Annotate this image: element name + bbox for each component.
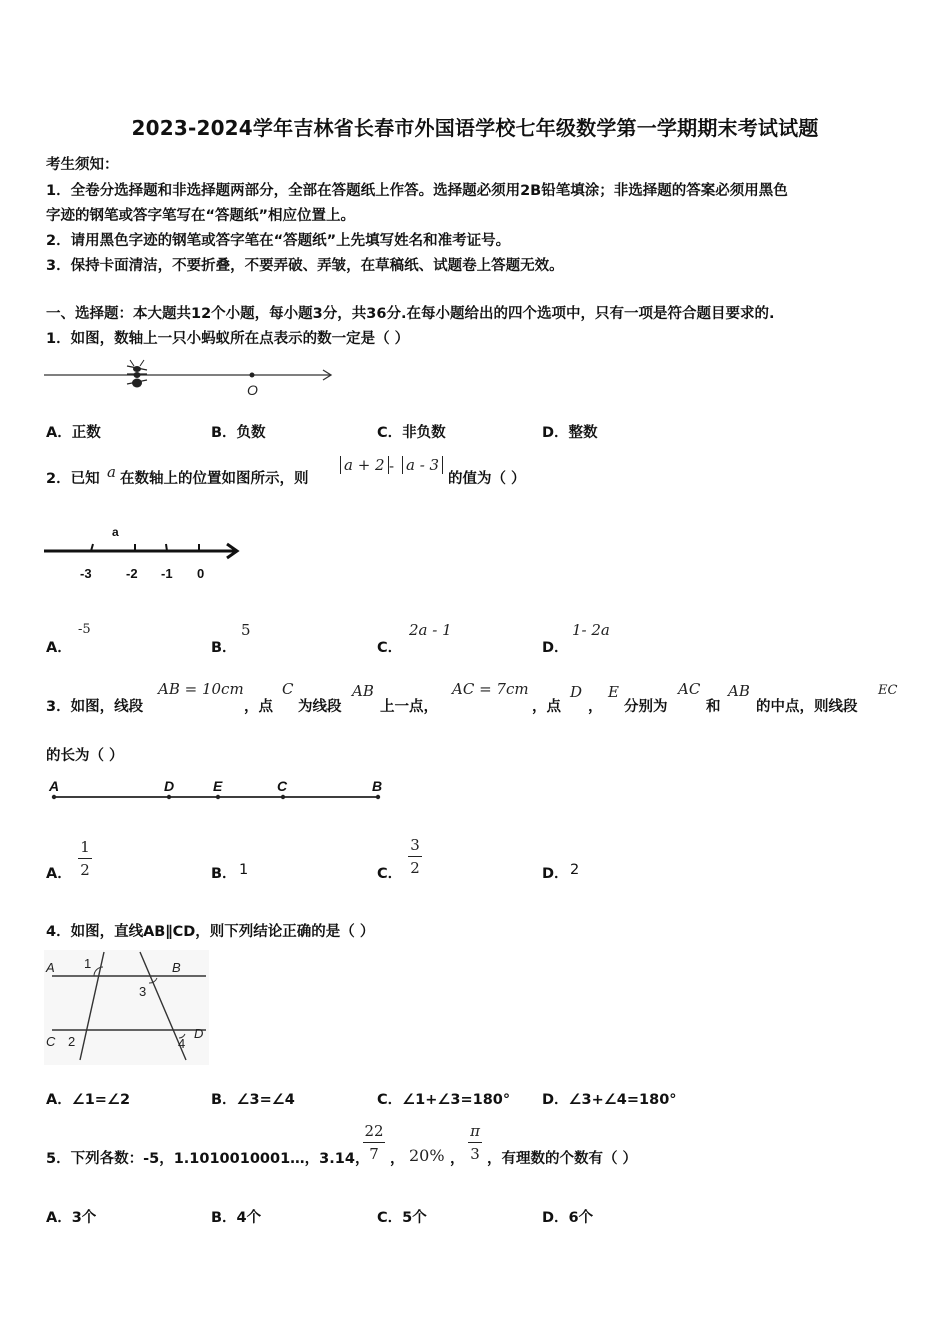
q2-option-c-letter[interactable]: C． — [377, 640, 403, 656]
q3-ab: AB — [352, 682, 374, 700]
q3-option-a-fraction — [78, 838, 92, 879]
numerator: 22 — [364, 1122, 384, 1140]
q5-percent: 20% — [409, 1146, 445, 1165]
label-c: C — [46, 1034, 56, 1049]
q2-stem-c: 的值为（ ） — [448, 471, 526, 487]
tick-label: -3 — [80, 566, 92, 581]
q2-option-b-letter[interactable]: B． — [211, 640, 237, 656]
q2-option-d-letter[interactable]: D． — [542, 640, 569, 656]
q2-option-b-value: 5 — [241, 621, 251, 639]
q3-ab-2: AB — [728, 682, 750, 700]
q2-option-c-value: 2a - 1 — [409, 621, 452, 639]
q5-option-a[interactable]: A．3个 — [46, 1210, 97, 1226]
q3-stem-6: ， — [588, 699, 603, 715]
label-b: B — [172, 960, 181, 975]
q4-stem: 4．如图，直线AB∥CD，则下列结论正确的是（ ） — [46, 924, 375, 940]
q2-stem-a: 2．已知 — [46, 471, 100, 487]
q3-stem-4: 上一点， — [380, 699, 438, 715]
point-a — [52, 795, 56, 799]
label-a: A — [49, 778, 60, 794]
q1-stem: 1．如图，数轴上一只小蚂蚁所在点表示的数一定是（ ） — [46, 331, 410, 347]
numerator: π — [470, 1122, 480, 1140]
ant-icon — [127, 360, 147, 388]
q3-option-b-value: 1 — [239, 862, 249, 878]
notice-line-3: 3．保持卡面清洁，不要折叠，不要弄破、弄皱，在草稿纸、试题卷上答题无效。 — [46, 258, 564, 274]
point-d — [167, 795, 171, 799]
tick-label: 0 — [197, 566, 205, 581]
q3-option-a-letter[interactable]: A． — [46, 866, 72, 882]
notice-line-2: 2．请用黑色字迹的钢笔或答字笔在“答题纸”上先填写姓名和准考证号。 — [46, 233, 511, 249]
label-a: A — [46, 960, 55, 975]
q5-stem-1: 5．下列各数：-5，1.1010010001…，3.14， — [46, 1151, 370, 1167]
q5-stem-2: ，有理数的个数有（ ） — [487, 1151, 638, 1167]
notice-line-1b: 字迹的钢笔或答字笔写在“答题纸”相应位置上。 — [46, 208, 356, 224]
label-b: B — [372, 778, 383, 794]
q3-stem-8: 和 — [706, 699, 721, 715]
q2-option-a-value: -5 — [78, 622, 91, 637]
q3-stem-2: ，点 — [244, 699, 273, 715]
angle-3-label: 3 — [139, 984, 147, 999]
origin-label: O — [247, 382, 258, 398]
q3-option-d-letter[interactable]: D． — [542, 866, 569, 882]
q3-option-c-letter[interactable]: C． — [377, 866, 403, 882]
q2-stem-b: 在数轴上的位置如图所示，则 — [120, 471, 309, 487]
q3-stem-9: 的中点，则线段 — [756, 699, 858, 715]
label-e: E — [213, 778, 223, 794]
q3-stem-7: 分别为 — [624, 699, 668, 715]
tick-label: -1 — [161, 566, 173, 581]
q3-stem-3: 为线段 — [298, 699, 342, 715]
q3-ac-eq: AC = 7cm — [452, 680, 529, 698]
q5-comma: ， — [390, 1151, 405, 1167]
angle-4-label: 4 — [178, 1036, 186, 1051]
q4-option-a[interactable]: A．∠1=∠2 — [46, 1092, 131, 1108]
q5-option-b[interactable]: B．4个 — [211, 1210, 262, 1226]
angle-1-label: 1 — [84, 956, 92, 971]
q3-stem-10: 的长为（ ） — [46, 748, 124, 764]
label-c: C — [277, 778, 288, 794]
denominator: 7 — [369, 1145, 379, 1163]
q2-option-a-letter[interactable]: A． — [46, 640, 72, 656]
q3-stem-5: ，点 — [532, 699, 561, 715]
q5-comma-2: ， — [450, 1151, 465, 1167]
q3-option-b-letter[interactable]: B． — [211, 866, 237, 882]
q2-number-line-figure — [44, 522, 244, 582]
section-heading: 一、选择题：本大题共12个小题，每小题3分，共36分.在每小题给出的四个选项中，只有一项是符合题目要求的. — [46, 306, 775, 322]
q2-abs-expr-1: a + 2 — [340, 456, 389, 474]
denominator: 2 — [80, 861, 90, 879]
q3-option-c-fraction — [408, 836, 422, 877]
numerator: 1 — [80, 838, 90, 856]
origin-point — [250, 373, 255, 378]
point-a-label: a — [112, 525, 119, 539]
label-d: D — [164, 778, 175, 794]
point-e — [216, 795, 220, 799]
q3-stem-1: 3．如图，线段 — [46, 699, 144, 715]
q3-point-c: C — [282, 680, 294, 698]
q4-option-b[interactable]: B．∠3=∠4 — [211, 1092, 295, 1108]
q3-ec: EC — [878, 683, 898, 698]
q3-ac: AC — [678, 680, 701, 698]
tick-label: -2 — [126, 566, 138, 581]
q2-option-d-value: 1- 2a — [572, 621, 610, 639]
page-title: 2023-2024学年吉林省长春市外国语学校七年级数学第一学期期末考试试题 — [131, 116, 819, 140]
q2-abs-expr-2: a - 3 — [402, 456, 443, 474]
q4-parallel-lines-figure — [44, 950, 209, 1065]
q5-fraction-pi-3 — [468, 1122, 482, 1163]
point-c — [281, 795, 285, 799]
notice-line-1a: 1．全卷分选择题和非选择题两部分，全部在答题纸上作答。选择题必须用2B铅笔填涂；非选择题的答案必须用黑色 — [46, 183, 788, 199]
q1-number-line-figure — [44, 360, 339, 400]
point-b — [376, 795, 380, 799]
q3-point-e: E — [608, 683, 619, 701]
q5-fraction-22-7 — [363, 1122, 385, 1163]
q1-option-d[interactable]: D．整数 — [542, 425, 598, 441]
q2-minus: - — [389, 457, 395, 475]
q4-option-c[interactable]: C．∠1+∠3=180° — [377, 1092, 511, 1108]
label-d: D — [194, 1026, 204, 1041]
angle-2-label: 2 — [68, 1034, 76, 1049]
denominator: 2 — [410, 859, 420, 877]
q3-point-d: D — [570, 683, 583, 701]
denominator: 3 — [470, 1145, 480, 1163]
tick-mark — [166, 544, 167, 551]
q3-option-d-value: 2 — [570, 862, 580, 878]
q1-option-a[interactable]: A．正数 — [46, 425, 101, 441]
q5-option-c[interactable]: C．5个 — [377, 1210, 427, 1226]
q1-option-b[interactable]: B．负数 — [211, 425, 266, 441]
notice-heading: 考生须知： — [46, 157, 119, 173]
q4-option-d[interactable]: D．∠3+∠4=180° — [542, 1092, 677, 1108]
q3-segment-figure — [46, 774, 386, 804]
numerator: 3 — [410, 836, 420, 854]
q2-var-a: a — [107, 463, 116, 481]
q3-ab-eq: AB = 10cm — [158, 680, 244, 698]
q1-option-c[interactable]: C．非负数 — [377, 425, 446, 441]
q5-option-d[interactable]: D．6个 — [542, 1210, 594, 1226]
